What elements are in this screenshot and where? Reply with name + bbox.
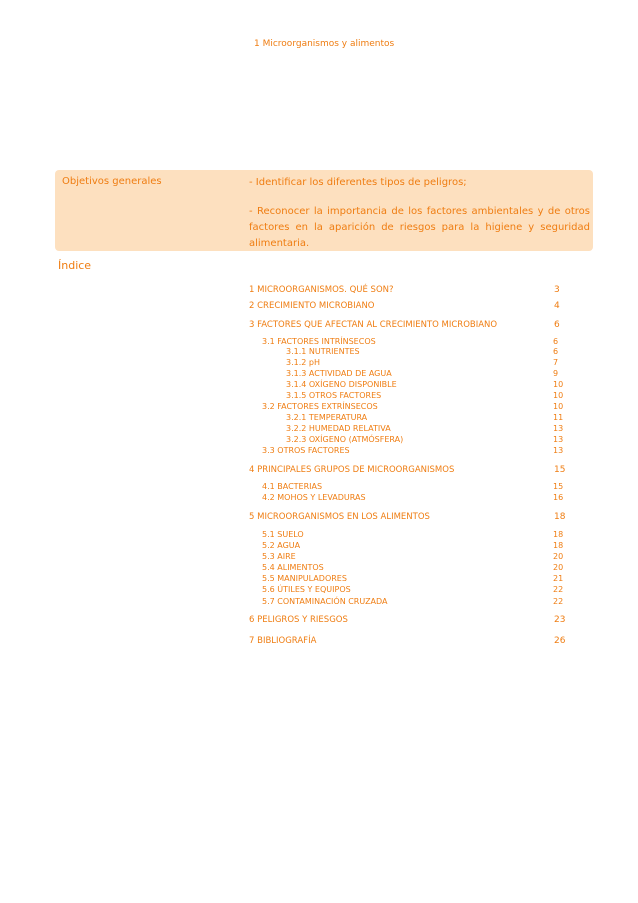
toc-entry[interactable]: 3.1.3 ACTIVIDAD DE AGUA 9 <box>286 369 559 378</box>
objective-item: - Identificar los diferentes tipos de peligros; <box>249 177 467 188</box>
toc-entry[interactable]: 6 PELIGROS Y RIESGOS 23 <box>249 615 566 625</box>
toc-entry[interactable]: 5.5 MANIPULADORES 21 <box>262 574 564 583</box>
toc-entry[interactable]: 3.1.1 NUTRIENTES 6 <box>286 347 559 356</box>
toc-entry[interactable]: 7 BIBLIOGRAFÍA 26 <box>249 636 566 646</box>
toc-entry[interactable]: 3.2.1 TEMPERATURA 11 <box>286 413 564 422</box>
toc-entry[interactable]: 3.2.3 OXÍGENO (ATMÓSFERA) 13 <box>286 435 564 444</box>
index-heading: Índice <box>58 259 92 272</box>
toc-entry[interactable]: 3.1 FACTORES INTRÍNSECOS 6 <box>262 337 559 346</box>
toc-entry[interactable]: 3.1.5 OTROS FACTORES 10 <box>286 391 564 400</box>
page-header-title: 1 Microorganismos y alimentos <box>254 39 395 49</box>
toc-entry[interactable]: 3.1.2 pH 7 <box>286 358 559 367</box>
toc-entry[interactable]: 4.2 MOHOS Y LEVADURAS 16 <box>262 493 564 502</box>
toc-entry[interactable]: 5.4 ALIMENTOS 20 <box>262 563 564 572</box>
toc-entry[interactable]: 1 MICROORGANISMOS. QUÉ SON? 3 <box>249 285 560 295</box>
toc-entry[interactable]: 5.6 ÚTILES Y EQUIPOS 22 <box>262 585 564 594</box>
toc-entry[interactable]: 4 PRINCIPALES GRUPOS DE MICROORGANISMOS 15 <box>249 465 566 475</box>
toc-entry[interactable]: 5.2 AGUA 18 <box>262 541 564 550</box>
toc-entry[interactable]: 5.7 CONTAMINACIÓN CRUZADA 22 <box>262 597 564 606</box>
objective-item: - Reconocer la importancia de los factores ambientales y de otros factores en la aparición de riesgos para la higiene y seguridad alimentaria. <box>249 206 590 249</box>
toc-entry[interactable]: 3.2 FACTORES EXTRÍNSECOS 10 <box>262 402 564 411</box>
toc-entry[interactable]: 3 FACTORES QUE AFECTAN AL CRECIMIENTO MICROBIANO 6 <box>249 320 560 330</box>
toc-entry[interactable]: 5 MICROORGANISMOS EN LOS ALIMENTOS 18 <box>249 512 566 522</box>
objectives-label: Objetivos generales <box>62 176 162 187</box>
toc-entry[interactable]: 3.3 OTROS FACTORES 13 <box>262 446 564 455</box>
toc-entry[interactable]: 3.2.2 HUMEDAD RELATIVA 13 <box>286 424 564 433</box>
toc-entry[interactable]: 5.1 SUELO 18 <box>262 530 564 539</box>
toc-entry[interactable]: 4.1 BACTERIAS 15 <box>262 482 564 491</box>
toc-entry[interactable]: 3.1.4 OXÍGENO DISPONIBLE 10 <box>286 380 564 389</box>
toc-entry[interactable]: 2 CRECIMIENTO MICROBIANO 4 <box>249 301 560 311</box>
toc-entry[interactable]: 5.3 AIRE 20 <box>262 552 564 561</box>
